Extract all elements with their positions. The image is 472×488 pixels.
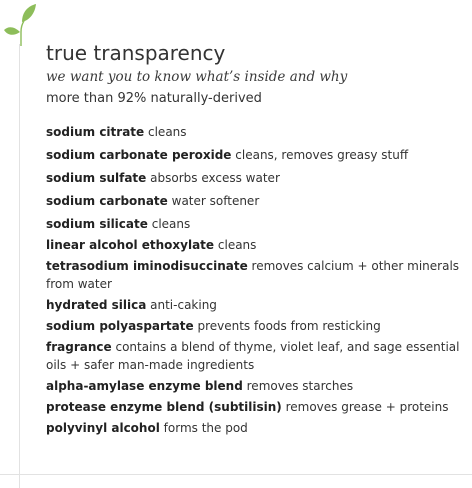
ingredient-desc: cleans, removes greasy stuff (235, 148, 409, 162)
natural-claim: more than 92% naturally-derived (46, 91, 262, 106)
ingredient-desc: cleans (217, 238, 257, 252)
ingredient-desc: prevents foods from resticking (197, 319, 381, 333)
vertical-divider (19, 44, 20, 488)
ingredients-panel (46, 40, 464, 440)
ingredient-name: fragrance (46, 340, 112, 354)
ingredient-item (46, 123, 464, 141)
ingredient-desc: removes starches (246, 379, 354, 393)
ingredient-desc: absorbs excess water (150, 171, 280, 185)
ingredient-item (46, 236, 464, 254)
ingredient-desc: cleans (148, 125, 187, 139)
ingredient-desc: water softener (171, 194, 260, 208)
ingredient-desc: anti-caking (150, 298, 217, 312)
ingredient-item (46, 296, 464, 314)
ingredient-name: sodium polyaspartate (46, 319, 194, 333)
ingredient-desc: removes calcium + other minerals from water (46, 259, 460, 291)
ingredient-name: sodium sulfate (46, 171, 147, 185)
ingredient-name: protease enzyme blend (subtilisin) (46, 400, 282, 414)
ingredient-item (46, 192, 464, 210)
ingredient-name: alpha-amylase enzyme blend (46, 379, 243, 393)
page-subtitle: we want you to know what’s inside and why (46, 69, 348, 85)
ingredient-name: sodium citrate (46, 125, 145, 139)
ingredient-desc: forms the pod (163, 421, 248, 435)
ingredient-item (46, 146, 464, 164)
ingredient-name: sodium silicate (46, 217, 148, 231)
ingredient-name: sodium carbonate peroxide (46, 148, 232, 162)
ingredient-desc: removes grease + proteins (285, 400, 449, 414)
ingredient-list (46, 123, 464, 437)
ingredient-desc: contains a blend of thyme, violet leaf, and sage essential oils + safer man-made ingredients (46, 340, 460, 372)
ingredient-name: polyvinyl alcohol (46, 421, 160, 435)
ingredient-name: tetrasodium iminodisuccinate (46, 259, 248, 273)
ingredient-item (46, 377, 464, 395)
leaf-icon (2, 2, 38, 46)
ingredient-name: linear alcohol ethoxylate (46, 238, 215, 252)
ingredient-item (46, 338, 464, 374)
ingredient-desc: cleans (151, 217, 191, 231)
ingredient-name: hydrated silica (46, 298, 147, 312)
ingredient-item (46, 419, 464, 437)
page-title: true transparency (46, 41, 226, 65)
bottom-divider (0, 474, 472, 475)
ingredient-item (46, 257, 464, 293)
ingredient-item (46, 215, 464, 233)
ingredient-item (46, 398, 464, 416)
ingredient-item (46, 317, 464, 335)
ingredient-name: sodium carbonate (46, 194, 168, 208)
ingredient-item (46, 169, 464, 187)
